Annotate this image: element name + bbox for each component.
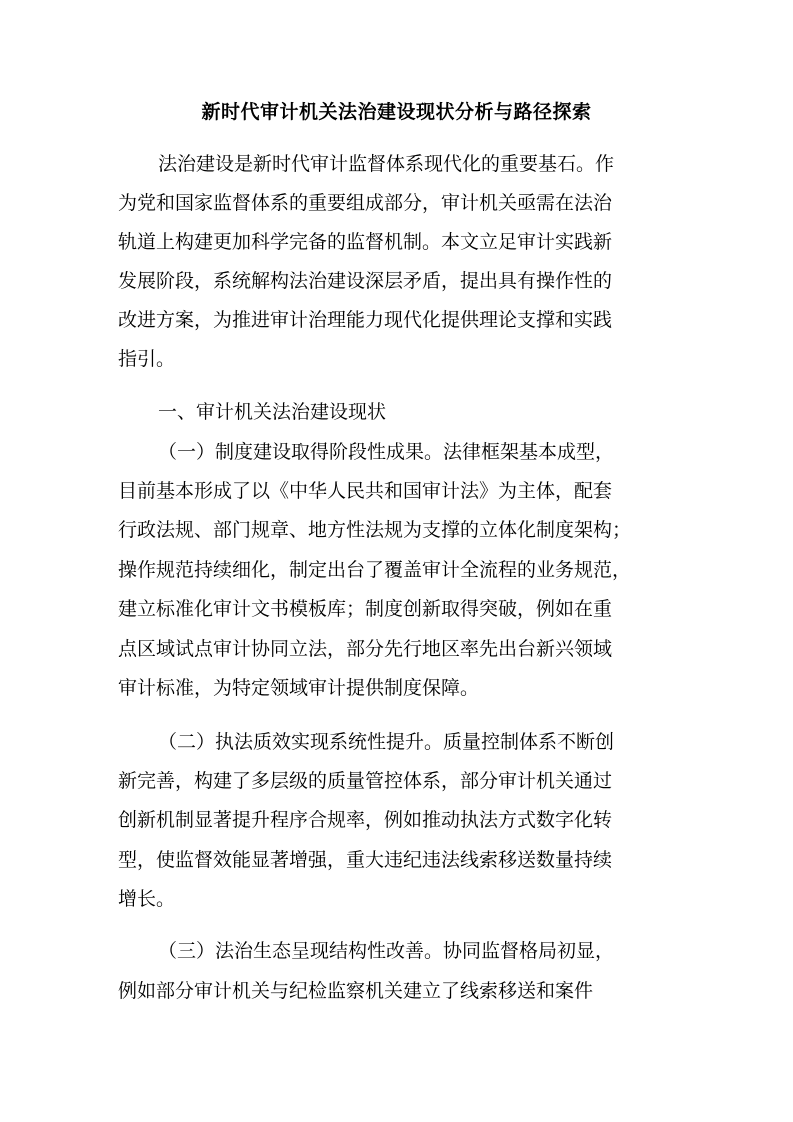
paragraph-line: （二）执法质效实现系统性提升。质量控制体系不断创 bbox=[158, 731, 615, 753]
paragraph-line: 操作规范持续细化，制定出台了覆盖审计全流程的业务规范， bbox=[118, 559, 632, 581]
paragraph-line: 例如部分审计机关与纪检监察机关建立了线索移送和案件 bbox=[118, 980, 594, 1002]
paragraph-line: 发展阶段，系统解构法治建设深层矛盾，提出具有操作性的 bbox=[118, 270, 613, 292]
paragraph-line: 轨道上构建更加科学完备的监督机制。本文立足审计实践新 bbox=[118, 231, 613, 253]
paragraph-line: （一）制度建设取得阶段性成果。法律框架基本成型， bbox=[158, 441, 615, 463]
paragraph-line: 建立标准化审计文书模板库；制度创新取得突破，例如在重 bbox=[118, 598, 613, 620]
paragraph-line: 法治建设是新时代审计监督体系现代化的重要基石。作 bbox=[158, 153, 615, 175]
paragraph-line: 改进方案，为推进审计治理能力现代化提供理论支撑和实践 bbox=[118, 309, 613, 331]
paragraph-line: 行政法规、部门规章、地方性法规为支撑的立体化制度架构； bbox=[118, 519, 632, 541]
paragraph-line: 指引。 bbox=[118, 348, 176, 370]
paragraph-line: 为党和国家监督体系的重要组成部分，审计机关亟需在法治 bbox=[118, 192, 613, 214]
section-heading: 一、审计机关法治建设现状 bbox=[158, 401, 387, 423]
paragraph-line: 新完善，构建了多层级的质量管控体系，部分审计机关通过 bbox=[118, 770, 613, 792]
paragraph-line: 增长。 bbox=[118, 888, 176, 910]
document-title: 新时代审计机关法治建设现状分析与路径探索 bbox=[201, 101, 592, 123]
paragraph-line: 审计标准，为特定领域审计提供制度保障。 bbox=[118, 677, 480, 699]
paragraph-line: （三）法治生态呈现结构性改善。协同监督格局初显， bbox=[158, 940, 615, 962]
paragraph-line: 型，使监督效能显著增强，重大违纪违法线索移送数量持续 bbox=[118, 849, 613, 871]
paragraph-line: 点区域试点审计协同立法，部分先行地区率先出台新兴领域 bbox=[118, 638, 613, 660]
paragraph-line: 目前基本形成了以《中华人民共和国审计法》为主体，配套 bbox=[118, 480, 613, 502]
paragraph-line: 创新机制显著提升程序合规率，例如推动执法方式数字化转 bbox=[118, 809, 613, 831]
